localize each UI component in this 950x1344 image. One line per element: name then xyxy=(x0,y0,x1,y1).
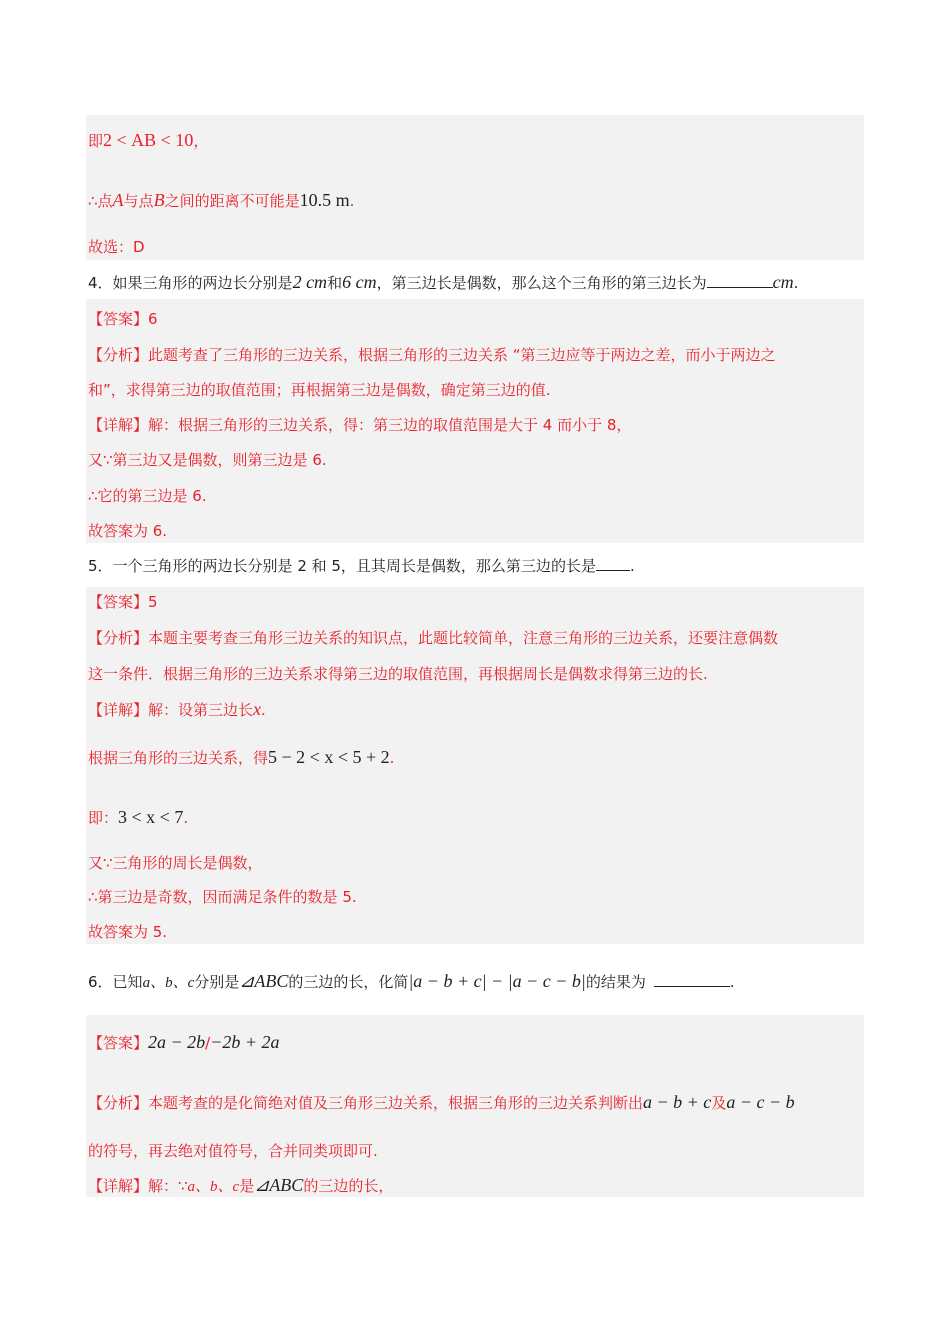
prev-line-1: 即2 < AB < 10， xyxy=(88,130,209,150)
q6-expression: |a − b + c| − |a − c − b| xyxy=(408,971,586,991)
q5-detail-3: 即：3 < x < 7. xyxy=(88,807,189,827)
q4-detail-1: 【详解】解：根据三角形的三边关系，得：第三边的取值范围是大于 4 而小于 8， xyxy=(88,416,632,434)
q5-detail-5: ∴第三边是奇数，因而满足条件的数是 5. xyxy=(88,888,357,906)
q4-detail-4: 故答案为 6. xyxy=(88,522,168,540)
q5-detail-6: 故答案为 5. xyxy=(88,923,168,941)
q6-question: 6．已知a、b、c分别是⊿ABC的三边的长，化简|a − b + c| − |a − c − b|的结果为 . xyxy=(88,971,735,991)
q6-detail-1: 【详解】解：∵a、b、c是⊿ABC的三边的长， xyxy=(88,1175,394,1195)
q4-analysis-1: 【分析】此题考查了三角形的三边关系，根据三角形的三边关系 “第三边应等于两边之差，而小于两边之 xyxy=(88,346,776,364)
q5-detail-4: 又∵三角形的周长是偶数， xyxy=(88,854,263,872)
q5-question: 5．一个三角形的两边长分别是 2 和 5，且其周长是偶数，那么第三边的长是 . xyxy=(88,557,635,575)
prev-distance: 10.5 m xyxy=(299,190,350,210)
q4-question: 4．如果三角形的两边长分别是2 cm和6 cm，第三边长是偶数，那么这个三角形的第三边长为 cm. xyxy=(88,272,799,292)
prev-line-2: ∴点A与点B之间的距离不可能是10.5 m. xyxy=(88,190,355,210)
q6-answer-blank[interactable] xyxy=(654,972,730,987)
q5-analysis-2: 这一条件．根据三角形的三边关系求得第三边的取值范围，再根据周长是偶数求得第三边的长. xyxy=(88,665,708,683)
q4-detail-3: ∴它的第三边是 6. xyxy=(88,487,207,505)
prev-ineq: 2 < AB < 10 xyxy=(103,130,194,150)
q5-detail-1: 【详解】解：设第三边长x. xyxy=(88,699,266,719)
q5-answer-blank[interactable] xyxy=(596,556,630,571)
q5-answer: 【答案】5 xyxy=(88,593,158,611)
q4-answer: 【答案】6 xyxy=(88,310,158,328)
q5-range: 3 < x < 7 xyxy=(118,807,184,827)
q6-analysis-2: 的符号，再去绝对值符号，合并同类项即可. xyxy=(88,1142,378,1160)
q6-analysis-1: 【分析】本题考查的是化简绝对值及三角形三边关系，根据三角形的三边关系判断出a − b + c及a − c − b xyxy=(88,1092,795,1112)
q6-answer: 【答案】2a − 2b/−2b + 2a xyxy=(88,1032,280,1052)
q4-answer-blank[interactable] xyxy=(707,273,773,288)
q5-detail-2: 根据三角形的三边关系，得5 − 2 < x < 5 + 2. xyxy=(88,747,395,767)
q4-detail-2: 又∵第三边又是偶数，则第三边是 6. xyxy=(88,451,327,469)
q5-analysis-1: 【分析】本题主要考查三角形三边关系的知识点，此题比较简单，注意三角形的三边关系，还要注意偶数 xyxy=(88,629,779,647)
prev-line-3: 故选：D xyxy=(88,238,145,256)
q4-analysis-2: 和”，求得第三边的取值范围；再根据第三边是偶数，确定第三边的值. xyxy=(88,381,551,399)
q5-inequality: 5 − 2 < x < 5 + 2 xyxy=(268,747,390,767)
